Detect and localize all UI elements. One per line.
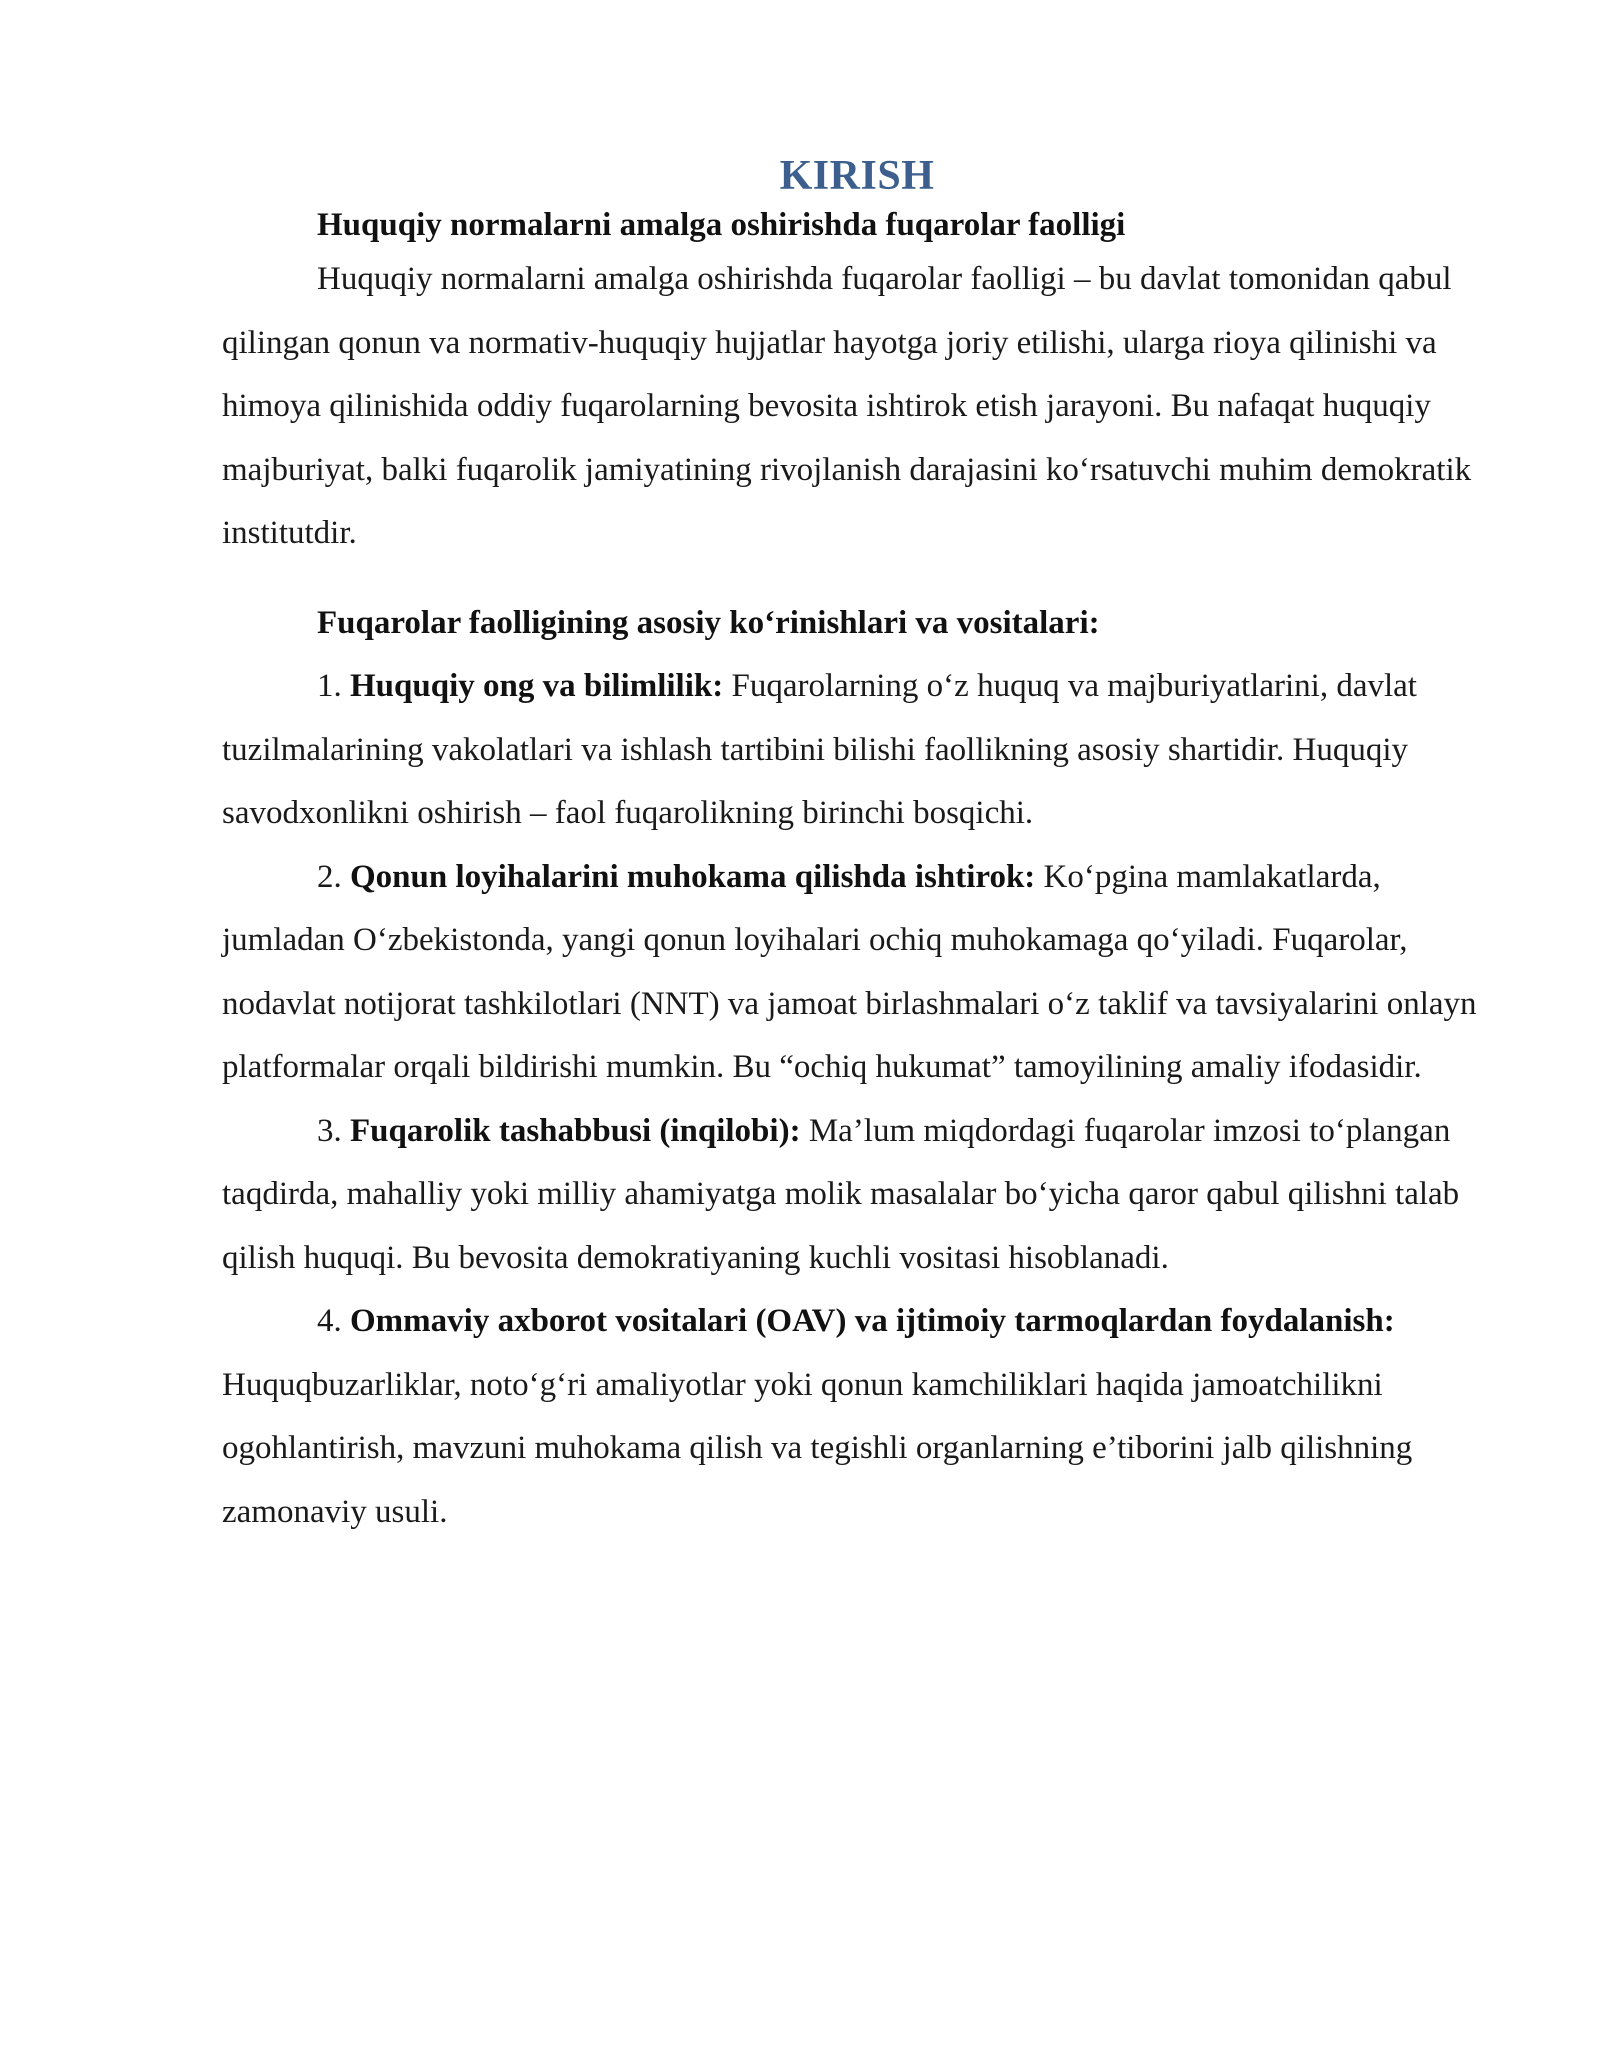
section-heading: Fuqarolar faolligining asosiy ko‘rinishlari va vositalari:: [317, 604, 1100, 641]
item-term: Qonun loyihalarini muhokama qilishda ishtirok:: [350, 858, 1036, 895]
item-text: Fuqarolarning o‘z huquq va majburiyatlarini, davlat tuzilmalarining vakolatlari va ishlash tartibini bilishi faollikning asosiy shartidir. Huquqiy savodxonlikni oshirish – faol fuqarolikning birinchi bosqichi.: [222, 668, 1417, 831]
item-number: 2.: [317, 858, 342, 895]
item-text: Huquqbuzarliklar, noto‘g‘ri amaliyotlar yoki qonun kamchiliklari haqida jamoatchilikni ogohlantirish, mavzuni muhokama qilish va tegishli organlarning e’tiborini jalb qilishning zamonaviy usuli.: [222, 1366, 1413, 1530]
page-title: KIRISH: [779, 153, 935, 199]
item-text: Ma’lum miqdordagi fuqarolar imzosi to‘plangan taqdirda, mahalliy yoki milliy ahamiyatga molik masalalar bo‘yicha qaror qabul qilishni talab qilish huquqi. Bu bevosita demokratiyaning kuchli vositasi hisoblanadi.: [222, 1112, 1460, 1276]
item-number: 3.: [317, 1112, 342, 1149]
item-text: Ko‘pgina mamlakatlarda, jumladan O‘zbekistonda, yangi qonun loyihalari ochiq muhokamaga qo‘yiladi. Fuqarolar, nodavlat notijorat tashkilotlari (NNT) va jamoat birlashmalari o‘z taklif va tavsiyalarini onlayn platformalar orqali bildirishi mumkin. Bu “ochiq hukumat” tamoyilining amaliy ifodasidir.: [222, 858, 1477, 1085]
intro-paragraph: Huquqiy normalarni amalga oshirishda fuqarolar faolligi – bu davlat tomonidan qabul qilingan qonun va normativ-huquqiy hujjatlar hayotga joriy etilishi, ularga rioya qilinishi va himoya qilinishida oddiy fuqarolarning bevosita ishtirok etish jarayoni. Bu nafaqat huquqiy majburiyat, balki fuqarolik jamiyatining rivojlanish darajasini ko‘rsatuvchi muhim demokratik institutdir.: [222, 261, 1472, 551]
item-number: 4.: [317, 1303, 342, 1339]
item-term: Huquqiy ong va bilimlilik:: [350, 668, 724, 704]
document-page: [222, 150, 1492, 1544]
item-term: Fuqarolik tashabbusi (inqilobi):: [350, 1112, 801, 1149]
list-item: [222, 1290, 1492, 1544]
list-item: [222, 655, 1492, 846]
list-item: [222, 846, 1492, 1100]
list-item: [222, 1100, 1492, 1291]
page-subtitle: Huquqiy normalarni amalga oshirishda fuqarolar faolligi: [317, 207, 1126, 243]
item-term: Ommaviy axborot vositalari (OAV) va ijtimoiy tarmoqlardan foydalanish:: [350, 1303, 1395, 1339]
item-number: 1.: [317, 668, 342, 704]
